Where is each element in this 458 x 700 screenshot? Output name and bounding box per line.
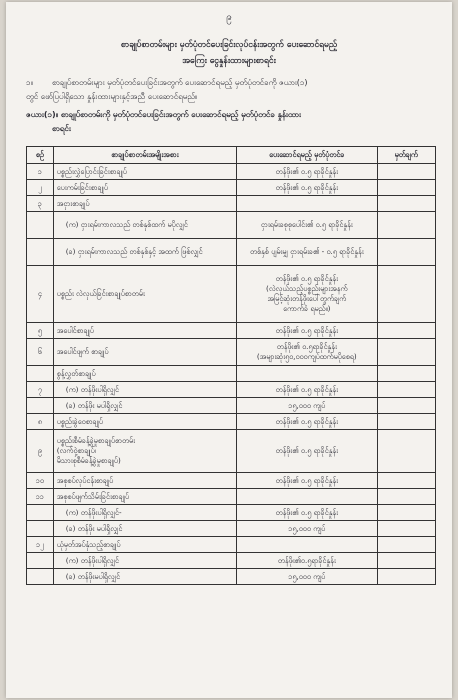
cell-type: (ခ) တန်ဖိုး မပါရှိလျှင်: [53, 398, 236, 414]
cell-type: ပစ္စည်း လဲလှယ်ခြင်းစာချုပ်စာတမ်း: [53, 266, 236, 323]
cell-type: အစုစပ်ဖျက်သိမ်းခြင်းစာချုပ်: [53, 489, 236, 505]
document-page: [6, 2, 452, 698]
cell-fee: တန်ဖိုး၏ ၀.၅ ရာခိုင်နှုန်း: [237, 473, 378, 489]
cell-type-line: ပစ္စည်းစီမံခန့်ခွဲမှုစာချုပ်စာတမ်း: [56, 436, 135, 445]
table-row: [27, 489, 436, 505]
page-number: ၉: [226, 12, 232, 23]
cell-fee: [237, 266, 378, 323]
intro-paragraph: [26, 76, 436, 104]
table-row: [27, 414, 436, 430]
cell-remark: [377, 212, 435, 239]
cell-fee-line: (လဲလှယ်သည့်ပစ္စည်းများအနက်: [266, 284, 348, 293]
intro-line-2: တွင် ဖော်ပြပါရှိသော နှုန်းထားများနှင့်အညီ ပေးဆောင်ရမည်။: [26, 92, 198, 101]
cell-fee: [237, 196, 378, 212]
table-row: [27, 398, 436, 414]
table-row: [27, 339, 436, 366]
cell-fee: ၁၅,၀၀၀ ကျပ်: [237, 398, 378, 414]
cell-type: ပစ္စည်းလွှဲပြောင်းခြင်းစာချုပ်: [53, 164, 236, 180]
cell-type: (ခ) တန်ဖိုးမပါရှိလျှင်: [53, 569, 236, 585]
cell-type: (က) တန်ဖိုးပါရှိလျှင်: [53, 382, 236, 398]
cell-remark: [377, 489, 435, 505]
cell-fee-line: အမြင့်ဆုံးတန်ဖိုးပေါ်တွက်ချက်: [267, 294, 347, 303]
cell-serial: ၆: [27, 339, 54, 366]
cell-remark: [377, 430, 435, 473]
table-body: [27, 164, 436, 585]
cell-serial: ၉: [27, 430, 54, 473]
cell-remark: [377, 382, 435, 398]
cell-fee: ၁၅,၀၀၀ ကျပ်: [237, 521, 378, 537]
header-fee: ပေးဆောင်ရမည့် မှတ်ပုံတင်ခ: [237, 147, 378, 164]
table-row: [27, 473, 436, 489]
cell-serial: [27, 398, 54, 414]
cell-serial: ၇: [27, 382, 54, 398]
cell-fee: တစ်နှစ် ပျမ်းမျှ ငှားရမ်းခ၏ - ၀.၅ ရာခိုင်နှုန်း: [237, 239, 378, 266]
cell-type: (က) တန်ဖိုးပါရှိလျှင်: [53, 553, 236, 569]
cell-serial: ၁၁: [27, 489, 54, 505]
header-remark: မှတ်ချက်: [377, 147, 435, 164]
table-row: [27, 382, 436, 398]
cell-remark: [377, 164, 435, 180]
cell-type: အပေါင်ဖျက် စာချုပ်: [53, 339, 236, 366]
cell-fee: ၁၅,၀၀၀ ကျပ်: [237, 569, 378, 585]
cell-type: ယုံမှတ်အပ်နှံသည့်စာချုပ်: [53, 537, 236, 553]
subheading-line-1: ဇယား(၁)။ စာချုပ်စာတမ်းကို မှတ်ပုံတင်ပေးခြင်းအတွက် ပေးဆောင်ရမည့် မှတ်ပုံတင်ခ နှုန်းထား: [26, 110, 301, 119]
cell-serial: ၁၀: [27, 473, 54, 489]
cell-type: (ခ) တန်ဖိုး မပါရှိလျှင်: [53, 521, 236, 537]
cell-remark: [377, 323, 435, 339]
table-row: [27, 164, 436, 180]
header-serial: စဉ်: [27, 147, 54, 164]
table-row: [27, 266, 436, 323]
table-row: [27, 212, 436, 239]
cell-remark: [377, 473, 435, 489]
cell-type: အငှားစာချုပ်: [53, 196, 236, 212]
cell-type-line: မိသားစုစီမံခန့်ခွဲမှုစာချုပ်): [56, 456, 121, 465]
cell-remark: [377, 239, 435, 266]
cell-remark: [377, 537, 435, 553]
cell-fee: တန်ဖိုး၏ ၀.၅ ရာခိုင်နှုန်း: [237, 323, 378, 339]
cell-serial: [27, 521, 54, 537]
title-line-2: အကြေး ငွေနှုန်းထားများစာရင်း: [182, 56, 276, 66]
cell-type: စွန့်လွှတ်စာချုပ်: [53, 366, 236, 382]
cell-serial: ၂: [27, 180, 54, 196]
table-row: [27, 569, 436, 585]
cell-remark: [377, 339, 435, 366]
cell-fee: တန်ဖိုး၏ ၀.၅ ရာခိုင်နှုန်း: [237, 180, 378, 196]
cell-fee: တန်ဖိုး၏ ၀.၅ ရာခိုင်နှုန်း: [237, 382, 378, 398]
table-row: [27, 180, 436, 196]
cell-fee-line: တန်ဖိုး၏ ၀.၅ရာခိုင်နှုန်း: [276, 342, 337, 351]
subheading-line-2: စာရင်း: [52, 124, 71, 133]
cell-serial: ၅: [27, 323, 54, 339]
cell-remark: [377, 196, 435, 212]
cell-fee-line: ကောက်ခံ ရမည်။): [283, 304, 331, 313]
cell-serial: [27, 366, 54, 382]
cell-serial: [27, 569, 54, 585]
cell-type-line: (လက်ဝှဲ့စာချုပ်၊: [56, 446, 96, 455]
cell-serial: [27, 212, 54, 239]
title-line-1: စာချုပ်စာတမ်းများ မှတ်ပုံတင်ပေးခြင်းလုပ်ငန်းအတွက် ပေးဆောင်ရမည့်: [120, 40, 338, 50]
cell-type: အစုစပ်လုပ်ငန်းစာချုပ်: [53, 473, 236, 489]
cell-remark: [377, 505, 435, 521]
cell-fee: တန်ဖိုး၏ ၀.၅ ရာခိုင်နှုန်း: [237, 414, 378, 430]
cell-fee: [237, 366, 378, 382]
cell-type: အပေါင်စာချုပ်: [53, 323, 236, 339]
cell-fee: [237, 537, 378, 553]
table-row: [27, 366, 436, 382]
cell-serial: ၁: [27, 164, 54, 180]
cell-fee: [237, 489, 378, 505]
header-type: စာချုပ်စာတမ်းအမျိုးအစား: [53, 147, 236, 164]
cell-remark: [377, 521, 435, 537]
cell-fee: တန်ဖိုး၏ ၀.၅ ရာခိုင်နှုန်း: [237, 505, 378, 521]
cell-remark: [377, 398, 435, 414]
cell-type: [53, 430, 236, 473]
cell-serial: ၈: [27, 414, 54, 430]
table-header-row: [27, 147, 436, 164]
table-row: [27, 430, 436, 473]
cell-remark: [377, 553, 435, 569]
intro-line-1: စာချုပ်စာတမ်းများ မှတ်ပုံတင်ပေးခြင်းအတွက် ပေးဆောင်ရမည့် မှတ်ပုံတင်ခကို ဇယား(၁): [52, 78, 308, 87]
table-row: [27, 323, 436, 339]
intro-number: ၁။: [26, 78, 33, 87]
cell-remark: [377, 366, 435, 382]
fee-table: [26, 146, 436, 585]
table-row: [27, 505, 436, 521]
table-subheading: [26, 108, 436, 136]
cell-type: (က) ငှားရမ်းကာလသည် တစ်နှစ်ထက် မပိုလျှင်: [53, 212, 236, 239]
cell-fee: တန်ဖိုး၏၀.၅ရာခိုင်နှုန်း: [237, 553, 378, 569]
cell-remark: [377, 266, 435, 323]
cell-fee-line: (အများဆုံး၅၀,၀၀၀ကျပ်ထက်မပိုစေရ): [256, 352, 357, 361]
table-row: [27, 521, 436, 537]
cell-remark: [377, 180, 435, 196]
cell-serial: [27, 553, 54, 569]
cell-fee: တန်ဖိုး၏ ၀.၅ ရာခိုင်နှုန်း: [237, 164, 378, 180]
cell-serial: ၃: [27, 196, 54, 212]
table-row: [27, 553, 436, 569]
cell-type: (က) တန်ဖိုးပါရှိလျှင်-: [53, 505, 236, 521]
cell-type: (ခ) ငှားရမ်းကာလသည် တစ်နှစ်နှင့် အထက် ဖြစ်လျှင်: [53, 239, 236, 266]
cell-type: ပစ္စည်းခွဲဝေစာချုပ်: [53, 414, 236, 430]
table-row: [27, 196, 436, 212]
cell-serial: [27, 505, 54, 521]
cell-fee: [237, 339, 378, 366]
cell-remark: [377, 569, 435, 585]
cell-fee-line: တန်ဖိုး၏ ၀.၅ ရာခိုင်နှုန်း: [275, 274, 338, 283]
cell-serial: [27, 239, 54, 266]
table-row: [27, 239, 436, 266]
cell-type: ပေးကမ်းခြင်းစာချုပ်: [53, 180, 236, 196]
cell-fee: တန်ဖိုး၏ ၀.၅ ရာခိုင်နှုန်း: [237, 430, 378, 473]
cell-serial: ၁၂: [27, 537, 54, 553]
cell-fee: ငှားရမ်းခစုစုပေါင်း၏ ၀.၅ ရာခိုင်နှုန်း: [237, 212, 378, 239]
table-row: [27, 537, 436, 553]
cell-serial: ၄: [27, 266, 54, 323]
cell-remark: [377, 414, 435, 430]
